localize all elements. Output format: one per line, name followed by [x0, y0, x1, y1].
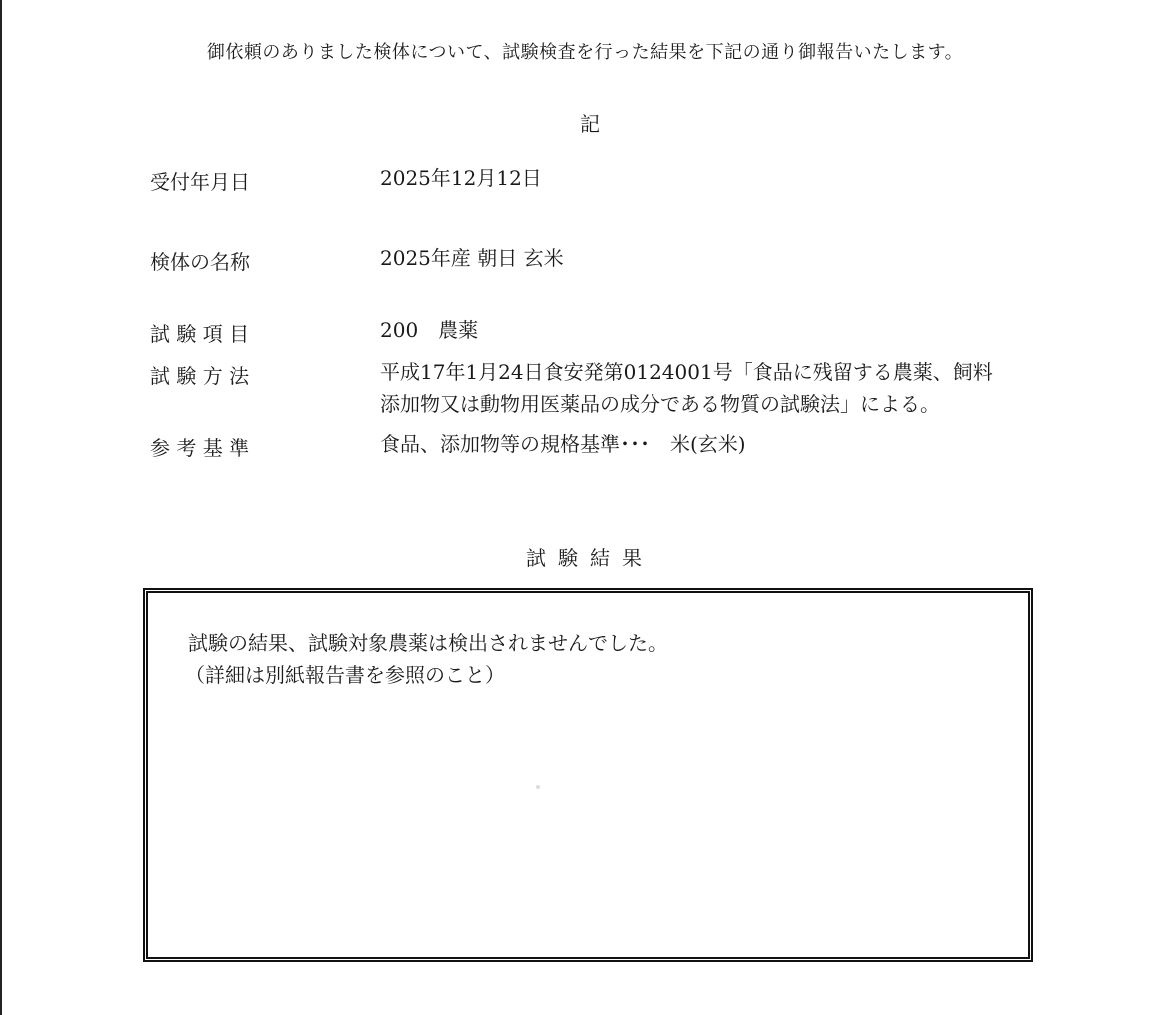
test-item-label: 試 験 項 目 [150, 322, 250, 346]
page-left-border [0, 0, 2, 1015]
test-method-label: 試 験 方 法 [150, 364, 250, 388]
sample-name-label: 検体の名称 [150, 250, 250, 274]
result-box [143, 588, 1033, 962]
result-line-1: 試験の結果、試験対象農薬は検出されませんでした。 [188, 631, 668, 655]
scan-speck [536, 785, 540, 789]
test-method-value [380, 356, 993, 420]
sample-name-value [380, 242, 564, 274]
test-item-value [380, 314, 478, 346]
reference-standard-value-line: 食品、添加物等の規格基準･･･ 米(玄米) [380, 432, 746, 456]
reference-standard-value [380, 428, 746, 460]
reference-standard-label: 参 考 基 準 [150, 436, 250, 460]
intro-text: 御依頼のありました検体について、試験検査を行った結果を下記の通り御報告いたします。 [206, 42, 964, 63]
test-item-value-line: 200 農薬 [380, 318, 479, 342]
sample-name-value-line: 2025年産 朝日 玄米 [380, 246, 564, 270]
received-date-value [380, 162, 542, 194]
received-date-value-line: 2025年12月12日 [380, 166, 542, 190]
result-line-2: （詳細は別紙報告書を参照のこと） [185, 663, 505, 687]
ki-heading: 記 [580, 112, 600, 136]
result-heading: 試験結果 [526, 546, 654, 570]
received-date-label: 受付年月日 [150, 170, 250, 194]
test-method-value-line-2: 添加物又は動物用医薬品の成分である物質の試験法」による。 [380, 392, 940, 416]
test-method-value-line-1: 平成17年1月24日食安発第0124001号「食品に残留する農薬、飼料 [380, 360, 993, 384]
